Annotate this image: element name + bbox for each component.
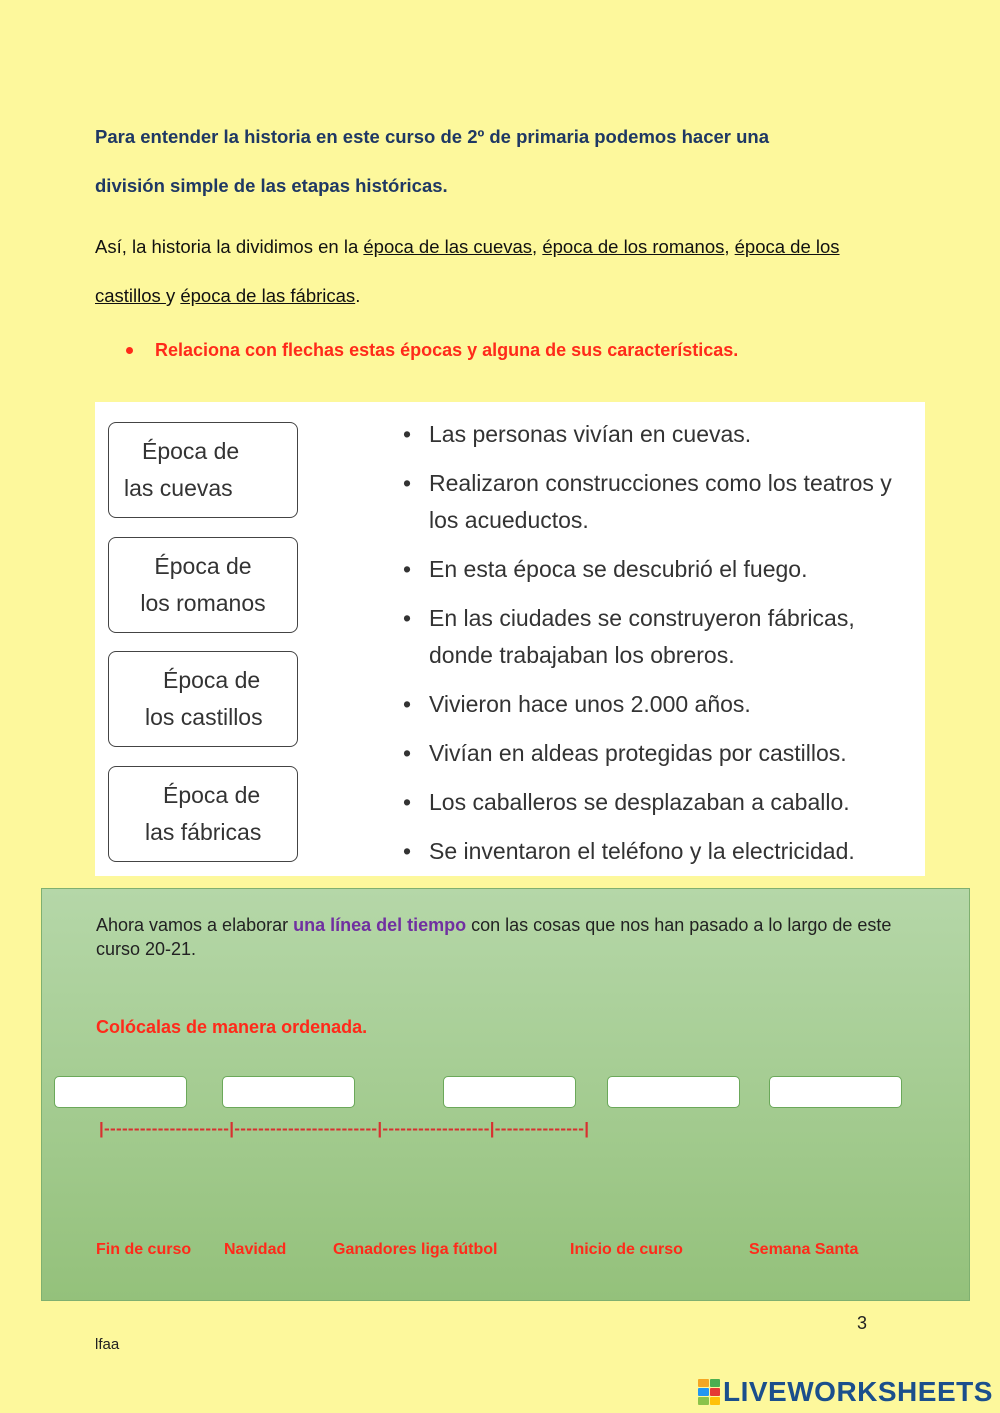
era-box-line: Época de [163,782,261,808]
era-link-castillos: época de los castillos [95,236,840,306]
bullet-icon [126,347,133,354]
fact-item[interactable]: • Realizaron construcciones como los teatros y los acueductos. [403,465,923,539]
timeline-intro-text: Ahora vamos a elaborar [96,915,294,935]
order-instruction: Colócalas de manera ordenada. [96,1017,368,1037]
era-link-cuevas: época de las cuevas [363,236,533,257]
timeline-slot-4[interactable] [607,1076,740,1108]
page-number: 3 [857,1313,868,1333]
event-inicio-de-curso[interactable]: Inicio de curso [570,1241,683,1258]
fact-item[interactable]: • En las ciudades se construyeron fábricas, donde trabajaban los obreros. [403,600,923,674]
paragraph-end: . [355,285,361,306]
event-navidad[interactable]: Navidad [224,1241,287,1258]
timeline-slot-1[interactable] [54,1076,187,1108]
era-box-romanos[interactable] [108,537,298,633]
event-ganadores-liga[interactable]: Ganadores liga fútbol [333,1241,498,1258]
event-fin-de-curso[interactable]: Fin de curso [96,1241,192,1258]
era-link-fabricas: época de las fábricas [180,285,356,306]
fact-item[interactable]: • Vivían en aldeas protegidas por castillos. [403,735,923,772]
era-box-fabricas[interactable] [108,766,298,862]
era-box-cuevas[interactable] [108,422,298,518]
match-instruction-text: Relaciona con flechas estas épocas y alguna de sus características. [155,340,739,360]
era-box-line: Época de [163,667,261,693]
era-link-romanos: época de los romanos [542,236,725,257]
timeline-slot-5[interactable] [769,1076,902,1108]
paragraph-prefix: Así, la historia la dividimos en la [95,236,364,257]
paragraph-sep: , [724,236,735,257]
fact-item[interactable]: • Los caballeros se desplazaban a caballo. [403,784,923,821]
facts-list [403,416,923,882]
timeline-slot-2[interactable] [222,1076,355,1108]
fact-item[interactable]: • Se inventaron el teléfono y la electricidad. [403,833,923,870]
intro-line-1: Para entender la historia en este curso de 2º de primaria podemos hacer una [95,126,770,147]
era-box-line: los castillos [145,704,263,730]
era-box-line: los romanos [140,590,266,616]
fact-item[interactable]: • En esta época se descubrió el fuego. [403,551,923,588]
event-semana-santa[interactable]: Semana Santa [749,1241,859,1258]
timeline-highlight: una línea del tiempo [293,915,467,935]
era-box-line: las fábricas [145,819,262,845]
era-box-castillos[interactable] [108,651,298,747]
era-box-line: Época de [154,553,252,579]
timeline-line: |---------------------|------------------------|------------------|---------------| [99,1119,590,1138]
paragraph-sep: y [165,285,181,306]
eras-paragraph [95,222,895,320]
timeline-intro [96,913,896,961]
paragraph-sep: , [532,236,543,257]
author-label: lfaa [95,1336,120,1353]
timeline-section [41,888,970,1301]
liveworksheets-logo [698,1376,993,1408]
timeline-slot-3[interactable] [443,1076,576,1108]
intro-line-2: división simple de las etapas históricas. [95,175,448,196]
match-instruction [126,340,738,361]
era-box-line: Época de [142,438,240,464]
matching-panel [95,402,925,876]
intro-text [95,112,895,210]
timeline-intro-text: con las cosas que nos han pasado a lo largo de este curso 20-21. [96,915,892,959]
era-box-line: las cuevas [124,475,233,501]
liveworksheets-icon [698,1379,720,1405]
fact-item[interactable]: • Las personas vivían en cuevas. [403,416,923,453]
fact-item[interactable]: • Vivieron hace unos 2.000 años. [403,686,923,723]
brand-text: LIVEWORKSHEETS [723,1376,993,1407]
